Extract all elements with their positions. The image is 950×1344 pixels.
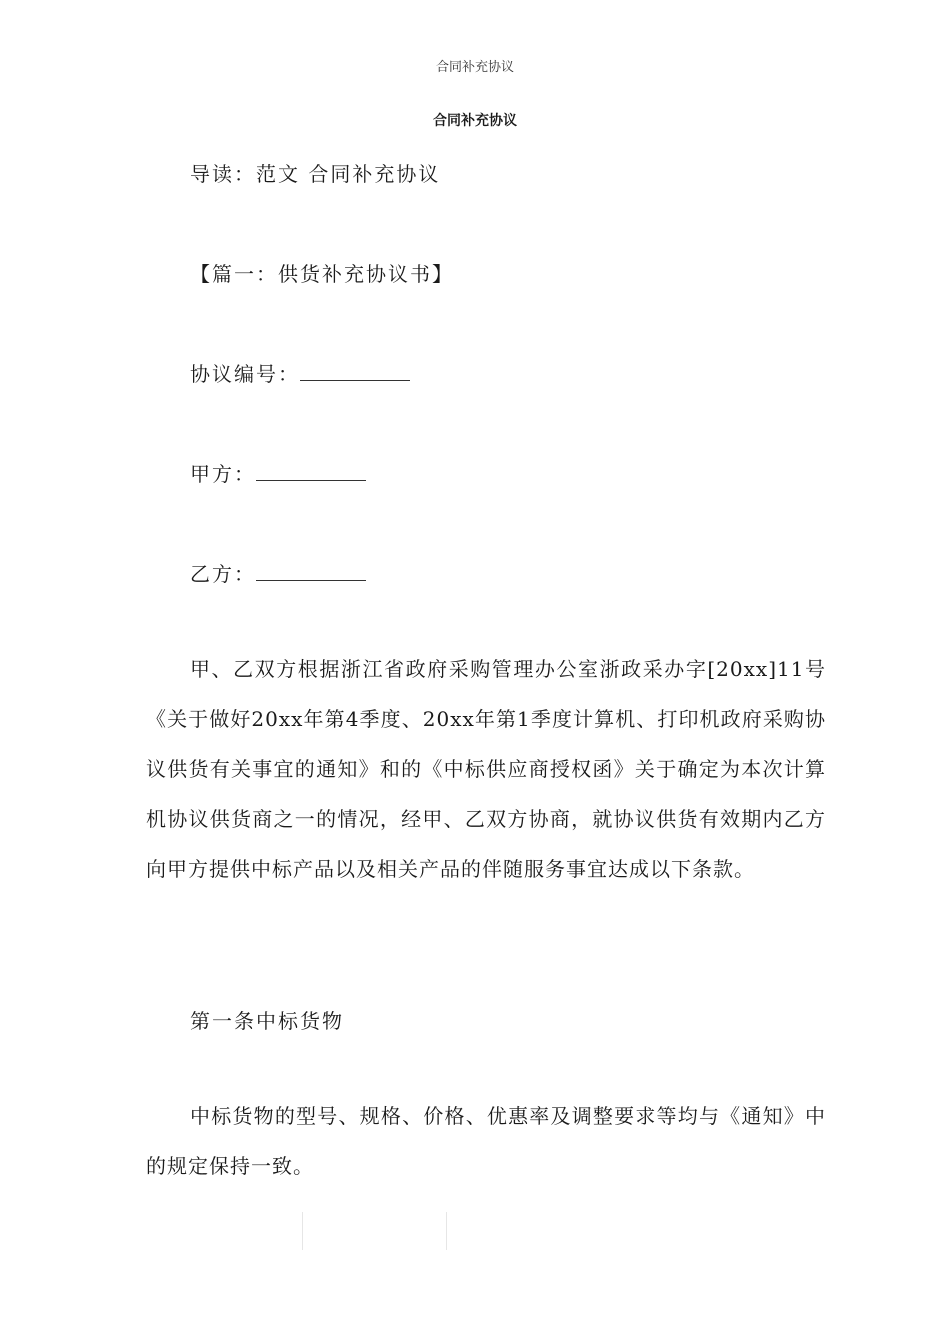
paragraph-article-1: 中标货物的型号、规格、价格、优惠率及调整要求等均与《通知》中的规定保持一致。 <box>146 1104 826 1178</box>
party-a-label: 甲方： <box>190 462 256 486</box>
footer-divider-right <box>446 1212 447 1250</box>
document-title: 合同补充协议 <box>433 113 517 129</box>
paragraph-intro-terms: 甲、乙双方根据浙江省政府采购管理办公室浙政采办字[20xx]11号《关于做好20xx年第4季度、20xx年第1季度计算机、打印机政府采购协议供货有关事宜的通知》和的《中标供应商授权函》关于确定为本次计算机协议供货商之一的情况，经甲、乙双方协商，就协议供货有效期内乙方向甲方提供中标产品以及相关产品的伴随服务事宜达成以下条款。 <box>146 657 826 881</box>
footer-divider-left <box>302 1212 303 1250</box>
agreement-number-blank <box>300 362 410 381</box>
party-b-blank <box>256 562 366 581</box>
party-b-row <box>190 558 366 587</box>
article-1-heading: 第一条中标货物 <box>190 1009 344 1033</box>
agreement-number-row <box>190 358 410 387</box>
party-a-row <box>190 458 366 487</box>
party-b-label: 乙方： <box>190 562 256 586</box>
party-a-blank <box>256 462 366 481</box>
section-heading: 【篇一：供货补充协议书】 <box>190 262 454 286</box>
intro-line: 导读：范文 合同补充协议 <box>190 162 441 186</box>
running-header: 合同补充协议 <box>435 60 514 75</box>
agreement-number-label: 协议编号： <box>190 362 300 386</box>
